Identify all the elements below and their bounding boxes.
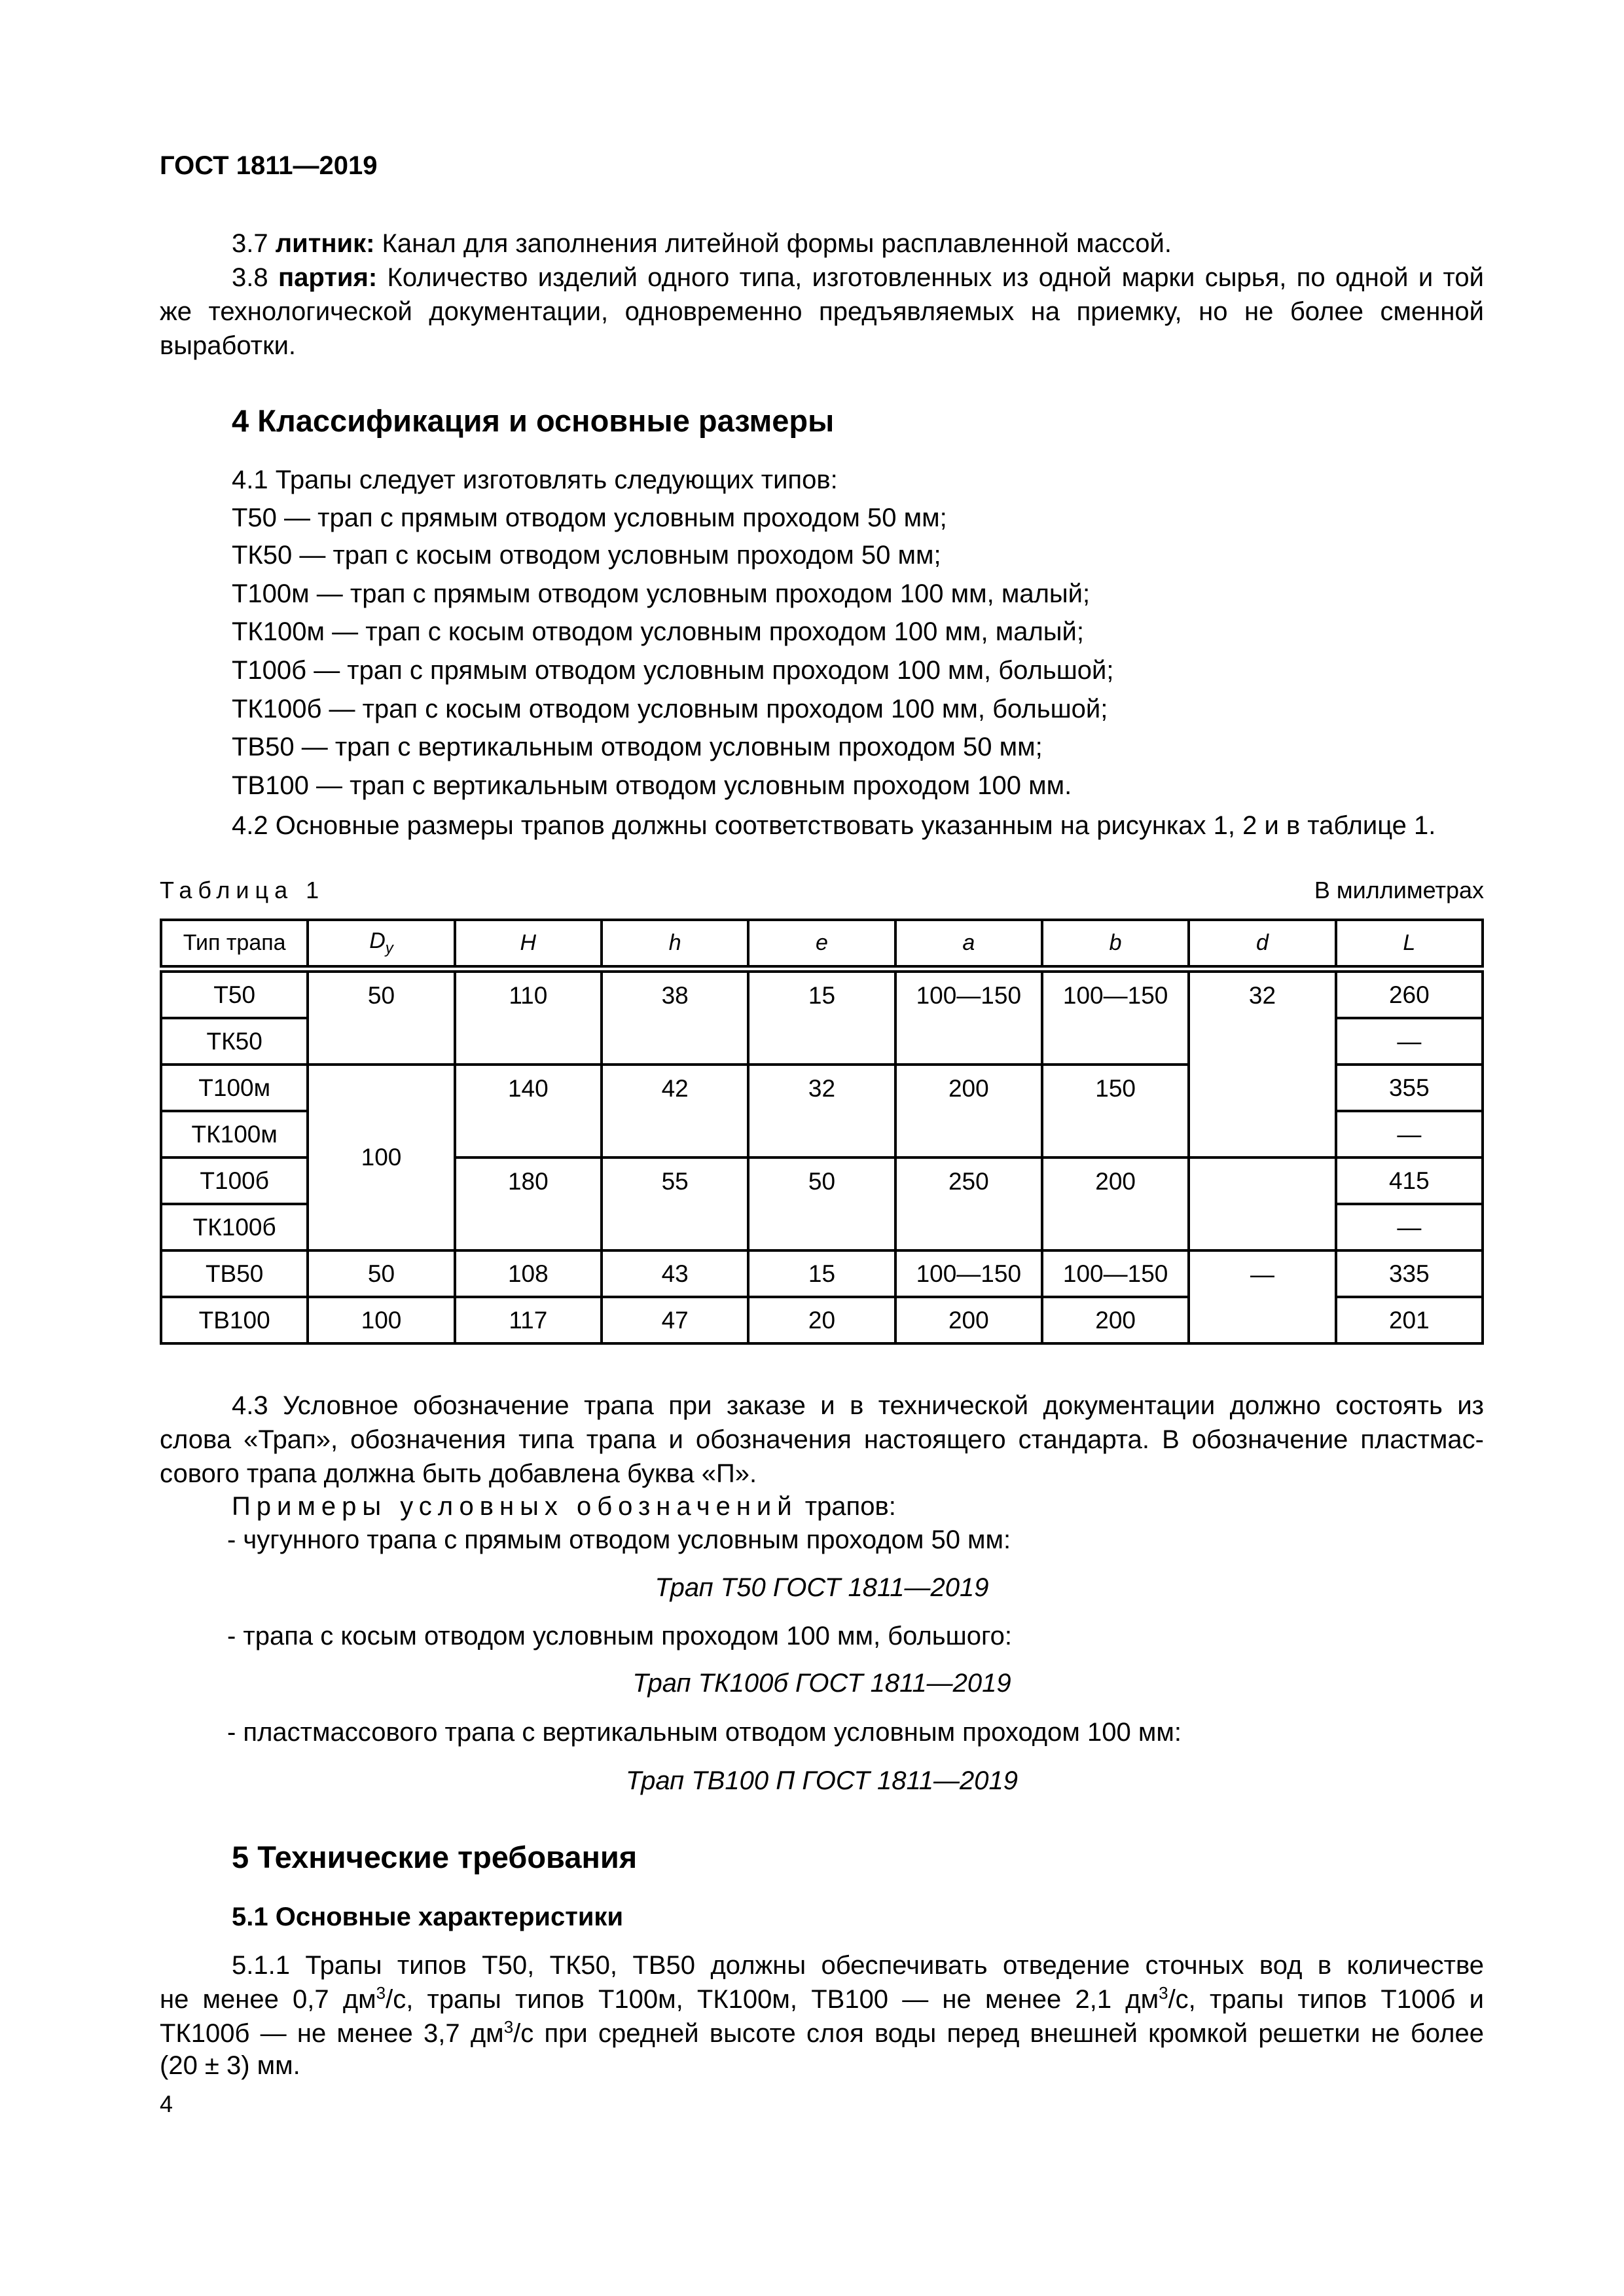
- cell-H: 108: [455, 1250, 602, 1297]
- section-5-heading: 5 Технические требования: [232, 1840, 638, 1874]
- cell-type: Т100м: [161, 1065, 308, 1111]
- table-row: [161, 1250, 1483, 1297]
- clause-4-1: 4.1 Трапы следует изготовлять следующих типов:: [232, 465, 838, 494]
- cell-H: 180: [455, 1157, 602, 1250]
- cell-dy: 50: [308, 969, 454, 1065]
- cell-b: 200: [1042, 1297, 1189, 1343]
- type-item: ТВ100 — трап с вертикальным отводом условным проходом 100 мм.: [232, 771, 1072, 800]
- type-item: ТВ50 — трап с вертикальным отводом условным проходом 50 мм;: [232, 733, 1043, 761]
- clause-3-8: [232, 261, 1484, 295]
- table-row: [161, 969, 1483, 1018]
- term: партия:: [278, 263, 378, 292]
- cell-dy: 50: [308, 1250, 454, 1297]
- cell-b: 100—150: [1042, 1250, 1189, 1297]
- clause-number: 3.8: [232, 263, 268, 292]
- dimensions-table: [160, 919, 1484, 1345]
- col-a: a: [895, 920, 1042, 969]
- type-item: ТК100б — трап с косым отводом условным проходом 100 мм, большой;: [232, 695, 1108, 723]
- clause-3-7: [232, 227, 1484, 261]
- cell-b: 100—150: [1042, 969, 1189, 1065]
- cell-e: 50: [748, 1157, 895, 1250]
- cell-d: —: [1189, 1250, 1335, 1343]
- example-designation: Трап Т50 ГОСТ 1811—2019: [655, 1573, 989, 1602]
- col-e: e: [748, 920, 895, 969]
- cell-e: 20: [748, 1297, 895, 1343]
- clause-3-8-line: выработки.: [160, 331, 297, 360]
- cell-e: 15: [748, 969, 895, 1065]
- cell-H: 117: [455, 1297, 602, 1343]
- cell-L: 335: [1336, 1250, 1483, 1297]
- cell-d: [1189, 1157, 1335, 1250]
- cell-a: 250: [895, 1157, 1042, 1250]
- cell-type: ТВ50: [161, 1250, 308, 1297]
- cell-L: 260: [1336, 969, 1483, 1018]
- term: литник:: [275, 229, 375, 258]
- col-b: b: [1042, 920, 1189, 969]
- example-designation: Трап ТВ100 П ГОСТ 1811—2019: [626, 1766, 1018, 1795]
- clause-5-1-1: 5.1.1 Трапы типов Т50, ТК50, ТВ50 должны обеспечивать отведение сточных вод в количестве: [232, 1951, 1484, 1980]
- cell-h: 47: [602, 1297, 748, 1343]
- cell-a: 100—150: [895, 969, 1042, 1065]
- example-description: - трапа с косым отводом условным проходом 100 мм, большого:: [227, 1622, 1013, 1650]
- example-description: - чугунного трапа с прямым отводом условным проходом 50 мм:: [227, 1525, 1011, 1554]
- cell-h: 42: [602, 1065, 748, 1157]
- cell-dy: 100: [308, 1065, 454, 1250]
- col-h: h: [602, 920, 748, 969]
- cell-type: ТК100м: [161, 1111, 308, 1157]
- definition: Канал для заполнения литейной формы расплавленной массой.: [382, 229, 1172, 258]
- page-number: 4: [160, 2090, 173, 2117]
- clause-3-8-line: же технологической документации, одновременно предъявляемых на приемку, но не более сменной: [160, 297, 1484, 326]
- clause-number: 3.7: [232, 229, 268, 258]
- cell-a: 200: [895, 1297, 1042, 1343]
- type-item: Т100м — трап с прямым отводом условным проходом 100 мм, малый;: [232, 579, 1091, 608]
- type-item: Т100б — трап с прямым отводом условным проходом 100 мм, большой;: [232, 656, 1114, 685]
- table-units: В миллиметрах: [1314, 877, 1484, 903]
- cell-L: —: [1336, 1111, 1483, 1157]
- cell-a: 200: [895, 1065, 1042, 1157]
- clause-5-1-1-line: ТК100б — не менее 3,7 $дм^3/с$ при средней высоте слоя воды перед внешней кромкой решетки не более: [160, 2017, 1485, 2048]
- clause-4-3: 4.3 Условное обозначение трапа при заказе и в технической документации должно состоять из: [232, 1391, 1484, 1420]
- cell-h: 43: [602, 1250, 748, 1297]
- col-H: H: [455, 920, 602, 969]
- cell-e: 15: [748, 1250, 895, 1297]
- col-L: L: [1336, 920, 1483, 969]
- clause-5-1-1-line: (20 ± 3) мм.: [160, 2051, 300, 2080]
- table-header-row: [161, 920, 1483, 969]
- cell-h: 55: [602, 1157, 748, 1250]
- cell-d: 32: [1189, 969, 1335, 1157]
- cell-type: ТК50: [161, 1018, 308, 1065]
- clause-5-1-1-line: не менее 0,7 $дм^3/с$, трапы типов Т100м, ТК100м, ТВ100 — не менее 2,1 $дм^3/с$, трапы типов Т100б и: [160, 1983, 1484, 2014]
- cell-H: 140: [455, 1065, 602, 1157]
- cell-b: 150: [1042, 1065, 1189, 1157]
- clause-4-3-line: слова «Трап», обозначения типа трапа и обозначения настоящего стандарта. В обозначение пластмас-: [160, 1425, 1484, 1454]
- clause-4-2: 4.2 Основные размеры трапов должны соответствовать указанным на рисунках 1, 2 и в таблице 1.: [232, 811, 1436, 840]
- examples-label: Примеры условных обозначений трапов:: [232, 1492, 896, 1521]
- example-description: - пластмассового трапа с вертикальным отводом условным проходом 100 мм:: [227, 1718, 1182, 1747]
- cell-h: 38: [602, 969, 748, 1065]
- cell-dy: 100: [308, 1297, 454, 1343]
- section-4-heading: 4 Классификация и основные размеры: [232, 403, 835, 438]
- subsection-5-1-heading: 5.1 Основные характеристики: [232, 1903, 624, 1931]
- cell-L: 415: [1336, 1157, 1483, 1204]
- document-header: ГОСТ 1811—2019: [160, 151, 378, 180]
- cell-type: ТК100б: [161, 1204, 308, 1250]
- definition: Количество изделий одного типа, изготовленных из одной марки сырья, по одной и той: [387, 263, 1484, 292]
- cell-type: ТВ100: [161, 1297, 308, 1343]
- col-type: Тип трапа: [161, 920, 308, 969]
- col-dy: $D_у$: [308, 920, 454, 969]
- cell-type: Т100б: [161, 1157, 308, 1204]
- cell-type: Т50: [161, 969, 308, 1018]
- type-item: ТК50 — трап с косым отводом условным проходом 50 мм;: [232, 541, 941, 570]
- cell-e: 32: [748, 1065, 895, 1157]
- cell-L: —: [1336, 1018, 1483, 1065]
- table-caption: Таблица 1: [160, 877, 325, 903]
- col-d: d: [1189, 920, 1335, 969]
- cell-a: 100—150: [895, 1250, 1042, 1297]
- clause-4-3-line: сового трапа должна быть добавлена буква «П».: [160, 1459, 757, 1488]
- type-item: ТК100м — трап с косым отводом условным проходом 100 мм, малый;: [232, 617, 1084, 646]
- cell-b: 200: [1042, 1157, 1189, 1250]
- cell-L: 355: [1336, 1065, 1483, 1111]
- type-item: Т50 — трап с прямым отводом условным проходом 50 мм;: [232, 503, 947, 532]
- cell-L: —: [1336, 1204, 1483, 1250]
- cell-L: 201: [1336, 1297, 1483, 1343]
- cell-H: 110: [455, 969, 602, 1065]
- example-designation: Трап ТК100б ГОСТ 1811—2019: [632, 1669, 1011, 1698]
